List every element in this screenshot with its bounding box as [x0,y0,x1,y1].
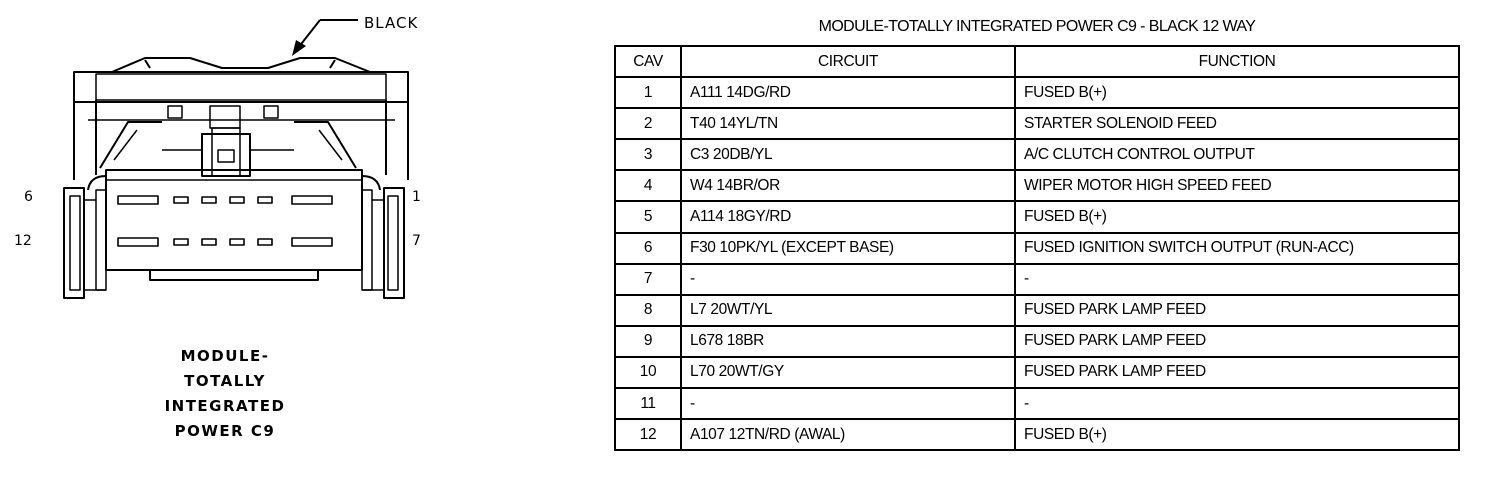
cav-cell: 2 [615,108,681,139]
cavity-row-bottom [118,238,332,246]
cav-cell: 1 [615,77,681,108]
cav-cell: 6 [615,233,681,264]
cav-cell: 5 [615,201,681,232]
function-cell: FUSED PARK LAMP FEED [1015,326,1459,357]
table-row [615,326,1459,357]
cav-cell: 11 [615,388,681,419]
function-cell: FUSED PARK LAMP FEED [1015,295,1459,326]
function-cell: FUSED PARK LAMP FEED [1015,357,1459,388]
connector-body [106,170,362,270]
table-row [615,108,1459,139]
cav-cell: 3 [615,139,681,170]
caption-line: TOTALLY [184,372,266,390]
pin-label-6: 6 [24,189,33,205]
cav-cell: 7 [615,264,681,295]
table-header-row [615,46,1459,77]
connector-color-callout: BLACK [364,14,419,32]
circuit-cell: A114 18GY/RD [681,201,1015,232]
function-cell: FUSED IGNITION SWITCH OUTPUT (RUN-ACC) [1015,233,1459,264]
function-cell: STARTER SOLENOID FEED [1015,108,1459,139]
pinout-table [614,45,1460,451]
table-row [615,170,1459,201]
table-row [615,77,1459,108]
cavity-row-top [118,196,332,204]
circuit-cell: L7 20WT/YL [681,295,1015,326]
header-function: FUNCTION [1015,46,1459,77]
table-row [615,264,1459,295]
cav-cell: 9 [615,326,681,357]
table-row [615,357,1459,388]
circuit-cell: L678 18BR [681,326,1015,357]
circuit-cell: W4 14BR/OR [681,170,1015,201]
circuit-cell: - [681,388,1015,419]
function-cell: FUSED B(+) [1015,419,1459,450]
cav-cell: 8 [615,295,681,326]
cav-cell: 10 [615,357,681,388]
function-cell: - [1015,388,1459,419]
caption-line: MODULE- [180,347,270,365]
circuit-cell: - [681,264,1015,295]
header-circuit: CIRCUIT [681,46,1015,77]
caption-line: INTEGRATED [164,397,286,415]
table-row [615,139,1459,170]
header-cav: CAV [615,46,681,77]
function-cell: FUSED B(+) [1015,77,1459,108]
circuit-cell: A111 14DG/RD [681,77,1015,108]
pin-label-12: 12 [14,233,32,249]
connector-drawing [0,0,600,340]
function-cell: FUSED B(+) [1015,201,1459,232]
callout-arrowhead [292,40,306,56]
function-cell: WIPER MOTOR HIGH SPEED FEED [1015,170,1459,201]
circuit-cell: F30 10PK/YL (EXCEPT BASE) [681,233,1015,264]
table-row [615,201,1459,232]
table-row [615,419,1459,450]
caption-line: POWER C9 [174,422,276,440]
pin-label-7: 7 [412,233,421,249]
circuit-cell: A107 12TN/RD (AWAL) [681,419,1015,450]
circuit-cell: L70 20WT/GY [681,357,1015,388]
circuit-cell: C3 20DB/YL [681,139,1015,170]
circuit-cell: T40 14YL/TN [681,108,1015,139]
function-cell: A/C CLUTCH CONTROL OUTPUT [1015,139,1459,170]
connector-shroud [74,72,408,102]
pin-label-1: 1 [412,189,421,205]
cav-cell: 4 [615,170,681,201]
table-row [615,388,1459,419]
table-row [615,295,1459,326]
table-row [615,233,1459,264]
cav-cell: 12 [615,419,681,450]
module-caption [130,344,320,444]
table-title: MODULE-TOTALLY INTEGRATED POWER C9 - BLACK 12 WAY [818,18,1256,35]
function-cell: - [1015,264,1459,295]
